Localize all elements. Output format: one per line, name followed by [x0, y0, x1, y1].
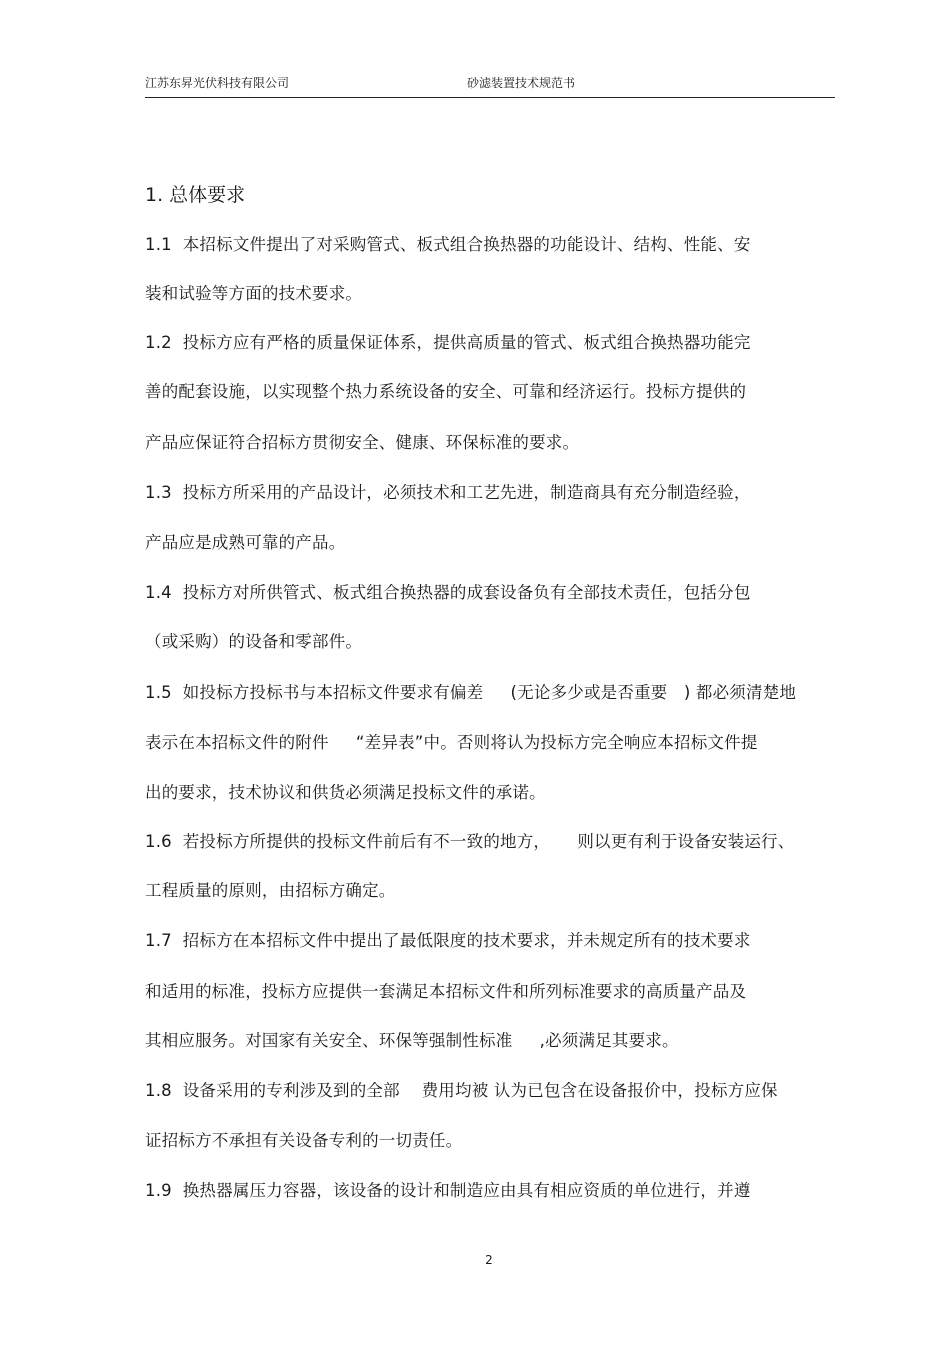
header-document-title: 砂滤装置技术规范书 — [467, 76, 576, 90]
body-line: 1.2 投标方应有严格的质量保证体系，提供高质量的管式、板式组合换热器功能完 — [145, 333, 751, 352]
body-line: 和适用的标准，投标方应提供一套满足本招标文件和所列标准要求的高质量产品及 — [145, 982, 747, 1001]
body-line: 1.9 换热器属压力容器，该设备的设计和制造应由具有相应资质的单位进行，并遵 — [145, 1181, 751, 1200]
page-header — [145, 75, 835, 98]
header-company-name: 江苏东昇光伏科技有限公司 — [145, 76, 290, 90]
body-line: （或采购）的设备和零部件。 — [145, 632, 363, 651]
body-line: 1.8 设备采用的专利涉及到的全部 费用均被 认为已包含在设备报价中，投标方应保 — [145, 1081, 778, 1100]
body-line: 出的要求，技术协议和供货必须满足投标文件的承诺。 — [145, 783, 546, 802]
page-footer — [0, 1252, 950, 1268]
body-line: 装和试验等方面的技术要求。 — [145, 284, 363, 303]
body-line: 1.1 本招标文件提出了对采购管式、板式组合换热器的功能设计、结构、性能、安 — [145, 235, 751, 254]
body-line: 表示在本招标文件的附件 “差异表”中。否则将认为投标方完全响应本招标文件提 — [145, 733, 758, 752]
body-line: 1.6 若投标方所提供的投标文件前后有不一致的地方， 则以更有利于设备安装运行、 — [145, 832, 795, 851]
body-line: 工程质量的原则，由招标方确定。 — [145, 881, 396, 900]
body-line: 产品应保证符合招标方贯彻安全、健康、环保标准的要求。 — [145, 433, 580, 452]
body-line: 证招标方不承担有关设备专利的一切责任。 — [145, 1131, 463, 1150]
body-line: 其相应服务。对国家有关安全、环保等强制性标准 ,必须满足其要求。 — [145, 1031, 679, 1050]
body-line: 1.4 投标方对所供管式、板式组合换热器的成套设备负有全部技术责任，包括分包 — [145, 583, 751, 602]
body-line: 1.7 招标方在本招标文件中提出了最低限度的技术要求，并未规定所有的技术要求 — [145, 931, 751, 950]
body-line: 1.3 投标方所采用的产品设计，必须技术和工艺先进，制造商具有充分制造经验， — [145, 483, 751, 502]
body-line: 1.5 如投标方投标书与本招标文件要求有偏差 (无论多少或是否重要 ) 都必须清楚地 — [145, 683, 797, 702]
section-heading: 1. 总体要求 — [145, 184, 246, 206]
body-line: 善的配套设施，以实现整个热力系统设备的安全、可靠和经济运行。投标方提供的 — [145, 382, 747, 401]
page-number: 2 — [485, 1253, 493, 1267]
body-line: 产品应是成熟可靠的产品。 — [145, 533, 346, 552]
